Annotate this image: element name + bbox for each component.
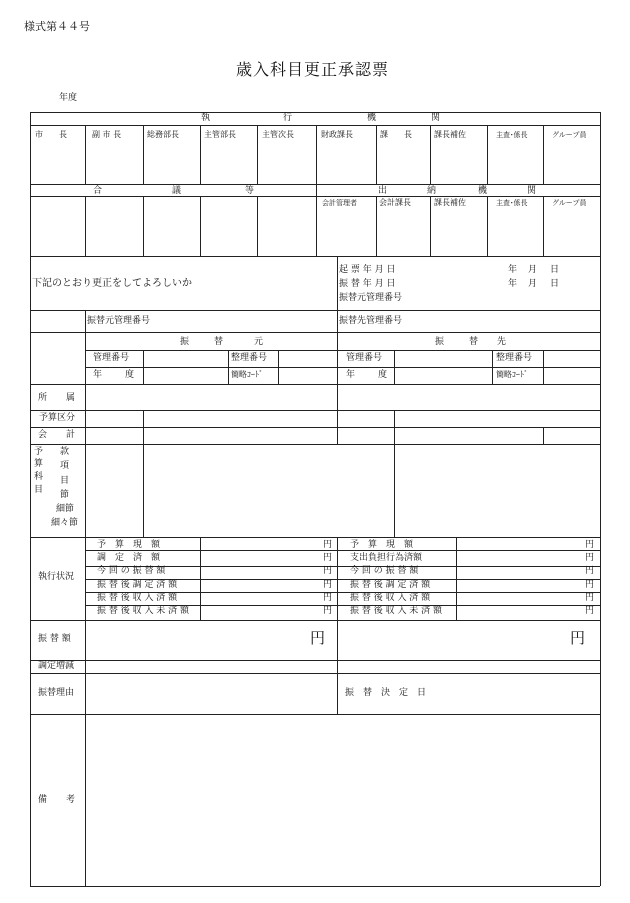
grid-vline: [200, 125, 201, 184]
budget-item-label-4: 目: [34, 485, 44, 495]
remarks-2: 考: [66, 795, 76, 805]
grid-vline: [487, 125, 488, 184]
status-left-yen: 円: [323, 606, 333, 616]
status-left-yen: 円: [323, 580, 333, 590]
grid-vline: [257, 196, 258, 256]
source-head-1: 振: [180, 337, 190, 347]
status-right-yen: 円: [585, 593, 595, 603]
adjust-change-label: 調定増減: [38, 661, 75, 671]
role-disb-assistant-chief: 課長補佐: [434, 198, 466, 207]
drafted-month: 月: [528, 265, 538, 275]
grid-vline: [316, 184, 317, 256]
status-right-yen: 円: [585, 606, 595, 616]
status-right-yen: 円: [585, 540, 595, 550]
grid-vline: [316, 125, 317, 184]
status-left-label: 調 定 済 額: [97, 553, 161, 563]
grid-vline: [337, 310, 338, 384]
fiscal-year-label: 年度: [59, 93, 78, 103]
grid-hline: [30, 184, 600, 185]
form-number: 様式第４４号: [24, 20, 90, 33]
status-left-label: 今 回 の 振 替 額: [97, 566, 166, 576]
grid-hline: [30, 620, 600, 621]
budget-item-label-3: 科: [34, 472, 44, 482]
grid-vline: [376, 196, 377, 256]
status-left-yen: 円: [323, 593, 333, 603]
grid-hline: [30, 310, 600, 311]
role-section-chief: 課 長: [380, 130, 412, 139]
grid-hline: [30, 125, 600, 126]
status-right-yen: 円: [585, 566, 595, 576]
budget-item-label-1: 予: [34, 447, 44, 457]
budget-item-label-2: 算: [34, 459, 44, 469]
grid-hline: [85, 550, 600, 551]
grid-vline: [600, 112, 601, 886]
dest-head-2: 替: [469, 337, 479, 347]
section-consult-2: 議: [172, 186, 182, 196]
transfer-amount-label: 振 替 額: [38, 634, 71, 644]
dest-head-3: 先: [497, 337, 507, 347]
grid-vline: [337, 537, 338, 714]
section-consult-1: 合: [93, 186, 103, 196]
grid-vline: [337, 256, 338, 310]
section-disburse-2: 納: [427, 186, 437, 196]
role-disb-group-member: グループ員: [552, 199, 587, 207]
grid-hline: [85, 350, 600, 351]
drafted-year: 年: [508, 265, 518, 275]
grid-hline: [30, 886, 600, 887]
status-right-yen: 円: [585, 580, 595, 590]
grid-vline: [85, 196, 86, 256]
transfer-reason-label: 振替理由: [38, 688, 75, 698]
drafted-day: 日: [550, 265, 560, 275]
grid-vline: [492, 350, 493, 384]
request-text: 下記のとおり更正をしてよろしいか: [32, 278, 192, 289]
status-right-label: 今 回 の 振 替 額: [350, 566, 419, 576]
transfer-day: 日: [550, 279, 560, 289]
affiliation-1: 所: [38, 393, 48, 403]
grid-vline: [278, 350, 279, 384]
budget-item-saisetsu: 細節: [56, 504, 75, 514]
status-right-label: 支出負担行為済額: [350, 553, 423, 563]
grid-vline: [543, 196, 544, 256]
budget-item-moku: 目: [60, 476, 70, 486]
grid-vline: [394, 350, 395, 384]
grid-vline: [30, 112, 31, 886]
role-deputy-director: 主管次長: [262, 130, 294, 139]
section-execution-3: 機: [367, 113, 377, 123]
dst-year-1: 年: [346, 370, 356, 380]
role-assistant-chief: 課長補佐: [434, 130, 466, 139]
grid-vline: [143, 350, 144, 384]
budget-item-kou: 項: [60, 461, 70, 471]
section-execution-1: 執: [201, 113, 211, 123]
grid-vline: [543, 427, 544, 444]
grid-hline: [30, 427, 600, 428]
role-disb-subsection-chief: 主査･係長: [496, 199, 528, 207]
section-execution-2: 行: [283, 113, 293, 123]
src-year-2: 度: [125, 370, 135, 380]
transfer-date-label: 振 替 年 月 日: [339, 279, 396, 289]
src-abbr-code: 簡略ｺｰﾄﾞ: [231, 370, 263, 379]
dst-arrange-no: 整理番号: [496, 353, 533, 363]
status-left-yen: 円: [323, 553, 333, 563]
dst-year-2: 度: [378, 370, 388, 380]
source-mgmt-no-label: 振替元管理番号: [87, 316, 151, 326]
grid-vline: [543, 125, 544, 184]
status-left-label: 予 算 現 額: [97, 540, 161, 550]
grid-vline: [85, 125, 86, 184]
status-right-label: 振 替 後 収 入 未 済 額: [350, 606, 443, 616]
status-left-yen: 円: [323, 566, 333, 576]
status-right-yen: 円: [585, 553, 595, 563]
grid-vline: [143, 125, 144, 184]
grid-vline: [200, 196, 201, 256]
section-disburse-3: 機: [478, 186, 488, 196]
grid-vline: [543, 350, 544, 384]
transfer-year: 年: [508, 279, 518, 289]
grid-hline: [30, 660, 600, 661]
role-general-affairs-director: 総務部長: [147, 130, 179, 139]
execution-status-label: 執行状況: [38, 572, 75, 582]
grid-vline: [337, 384, 338, 445]
remarks-1: 備: [38, 795, 48, 805]
source-head-2: 替: [214, 337, 224, 347]
src-mgmt-no: 管理番号: [93, 353, 130, 363]
dst-mgmt-no: 管理番号: [346, 353, 383, 363]
grid-vline: [394, 410, 395, 537]
grid-hline: [30, 714, 600, 715]
section-consult-3: 等: [245, 186, 255, 196]
grid-hline: [30, 673, 600, 674]
grid-vline: [257, 125, 258, 184]
role-mayor: 市 長: [35, 130, 67, 139]
budget-item-setsu: 節: [60, 490, 70, 500]
affiliation-2: 属: [66, 393, 76, 403]
status-right-label: 予 算 現 額: [350, 540, 414, 550]
source-head-3: 元: [254, 337, 264, 347]
dest-mgmt-no-label: 振替先管理番号: [339, 316, 403, 326]
grid-hline: [30, 537, 600, 538]
src-arrange-no: 整理番号: [231, 353, 268, 363]
grid-hline: [30, 112, 600, 113]
role-accounting-manager: 会計管理者: [322, 199, 357, 207]
grid-hline: [30, 384, 600, 385]
orig-mgmt-no-label: 振替元管理番号: [339, 293, 403, 303]
role-deputy-mayor: 副 市 長: [92, 130, 122, 139]
role-dept-director: 主管部長: [204, 130, 236, 139]
transfer-amount-yen-left: 円: [310, 629, 326, 647]
budget-item-saisaisetsu: 細々節: [51, 518, 79, 528]
grid-hline: [30, 410, 600, 411]
grid-vline: [143, 196, 144, 256]
status-right-label: 振 替 後 調 定 済 額: [350, 580, 431, 590]
role-group-member: グループ員: [552, 131, 587, 139]
grid-vline: [85, 310, 86, 384]
section-execution-4: 関: [431, 113, 441, 123]
account-2: 計: [66, 430, 76, 440]
transfer-month: 月: [528, 279, 538, 289]
drafted-date-label: 起 票 年 月 日: [339, 265, 396, 275]
status-left-label: 振 替 後 調 定 済 額: [97, 580, 178, 590]
src-year-1: 年: [93, 370, 103, 380]
grid-vline: [85, 384, 86, 660]
grid-vline: [85, 660, 86, 886]
page-title: 歳入科目更正承認票: [236, 60, 390, 79]
section-disburse-4: 関: [527, 186, 537, 196]
grid-vline: [143, 410, 144, 537]
grid-vline: [228, 350, 229, 384]
transfer-decision-date-label: 振 替 決 定 日: [345, 688, 427, 698]
grid-hline: [30, 444, 600, 445]
grid-hline: [30, 196, 600, 197]
grid-hline: [30, 256, 600, 257]
grid-vline: [430, 196, 431, 256]
dst-abbr-code: 簡略ｺｰﾄﾞ: [496, 370, 528, 379]
grid-vline: [376, 125, 377, 184]
budget-item-kan: 款: [60, 447, 70, 457]
role-accounting-chief: 会計課長: [379, 198, 411, 207]
status-left-yen: 円: [323, 540, 333, 550]
transfer-amount-yen-right: 円: [570, 629, 586, 647]
grid-vline: [430, 125, 431, 184]
section-disburse-1: 出: [378, 186, 388, 196]
status-left-label: 振 替 後 収 入 済 額: [97, 593, 178, 603]
status-right-label: 振 替 後 収 入 済 額: [350, 593, 431, 603]
budget-category: 予算区分: [39, 413, 76, 423]
role-subsection-chief: 主査･係長: [496, 131, 528, 139]
grid-vline: [487, 196, 488, 256]
status-left-label: 振 替 後 収 入 未 済 額: [97, 606, 190, 616]
dest-head-1: 振: [435, 337, 445, 347]
role-finance-chief: 財政課長: [321, 130, 353, 139]
grid-hline: [85, 367, 600, 368]
account-1: 会: [38, 430, 48, 440]
grid-hline: [30, 332, 600, 333]
